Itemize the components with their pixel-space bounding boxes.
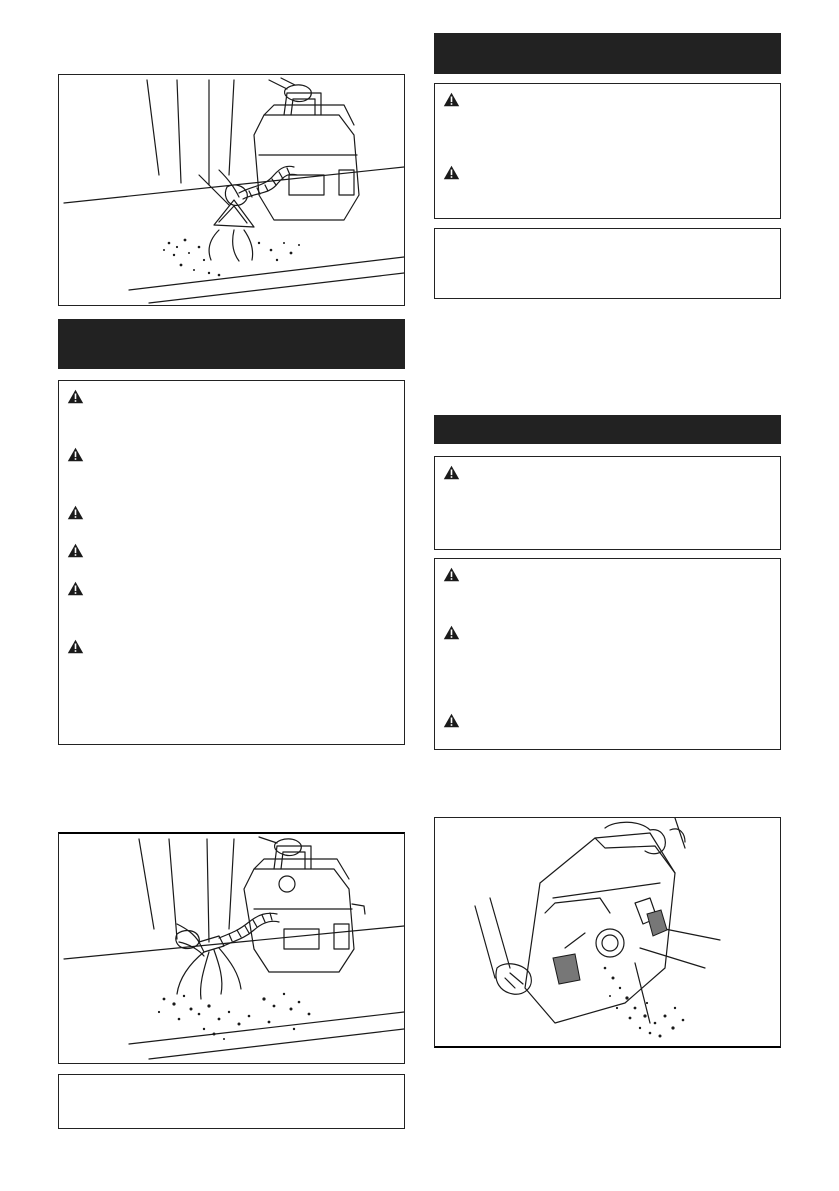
vacuum-illustration-1 [59, 75, 404, 305]
warning-triangle-icon [443, 625, 460, 640]
warning-triangle-icon [443, 713, 460, 728]
warning-box-right-top [434, 83, 781, 219]
section-header-bar-left [58, 319, 405, 369]
warning-triangle-icon [443, 567, 460, 582]
warning-triangle-icon [443, 165, 460, 180]
warning-box-left [58, 380, 405, 745]
section-header-bar-right-middle [434, 415, 781, 444]
warning-triangle-icon [67, 389, 84, 404]
note-box-bottom-left [58, 1074, 405, 1129]
warning-triangle-icon [67, 581, 84, 596]
figure-vacuum-crevice-nozzle [58, 74, 405, 306]
figure-emptying-tank [434, 817, 781, 1048]
warning-box-right-lower [434, 558, 781, 750]
warning-triangle-icon [443, 465, 460, 480]
warning-triangle-icon [67, 505, 84, 520]
vacuum-illustration-2 [59, 834, 404, 1063]
warning-triangle-icon [67, 639, 84, 654]
tank-emptying-illustration [435, 818, 780, 1046]
warning-box-right-middle [434, 456, 781, 550]
note-box-right-top [434, 228, 781, 299]
warning-triangle-icon [67, 543, 84, 558]
warning-triangle-icon [67, 447, 84, 462]
warning-triangle-icon [443, 92, 460, 107]
section-header-bar-right-top [434, 33, 781, 74]
figure-vacuum-straight-nozzle [58, 832, 405, 1064]
